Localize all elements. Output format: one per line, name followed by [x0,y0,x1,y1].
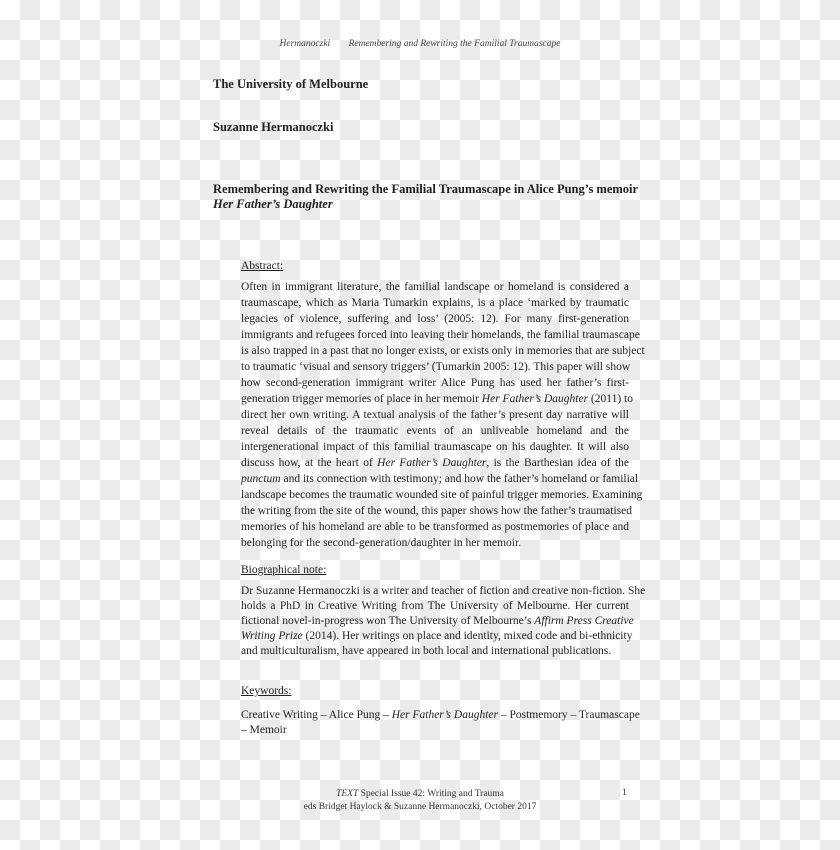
italic-text: Her Father’s Daughter [391,709,498,721]
italic-text: Writing Prize [241,630,303,643]
text-line [241,423,629,439]
text-segment: , is the Barthesian idea of the [486,457,630,469]
author-name: Suzanne Hermanoczki [213,120,334,134]
italic-text: Her Father’s Daughter [377,457,487,469]
running-header [0,39,840,49]
text-segment: direct her own writing. A textual analysis of the father’s present day narrative will [241,409,629,421]
italic-text: Her Father’s Daughter [481,393,589,405]
text-line [241,535,629,551]
keywords-label: Keywords: [241,685,292,697]
text-segment: immigrants and refugees forced into leaving their homelands, the familial traumascape [241,329,640,341]
text-segment: – Postmemory – Traumascape [497,709,640,721]
text-segment: how second-generation immigrant writer Alice Pung has used her father’s first- [241,377,629,389]
text-segment: landscape becomes the traumatic wounded site of painful trigger memories. Examining [241,489,643,501]
text-segment: – Memoir [241,724,287,736]
text-line [241,295,629,311]
text-segment: is also trapped in a past that no longer exists, or exists only in memories that are subject [241,345,645,357]
text-segment: fictional novel-in-progress won The University of Melbourne’s [241,615,535,628]
text-segment: intergenerational impact of this familial traumascape on his daughter. It will also [241,441,629,453]
text-segment: reveal details of the traumatic events of an unliveable homeland and the [241,425,629,437]
text-segment: (2011) to [588,393,633,405]
keywords-body [241,708,640,738]
paper-title-line2: Her Father’s Daughter [213,197,333,211]
text-segment: traumascape, which as Maria Tumarkin explains, is a place ‘marked by traumatic [241,297,629,309]
text-line [241,471,639,487]
abstract-body [241,279,645,551]
text-line [241,503,633,519]
text-segment: memories of his homeland are able to be transformed as postmemories of place and [241,521,629,533]
italic-text: punctum [241,473,281,485]
text-segment: and multiculturalism, have appeared in both local and international publications. [241,645,612,658]
text-line [241,519,629,535]
footer [290,788,550,814]
text-segment: Often in immigrant literature, the familial landscape or homeland is considered a [241,281,629,293]
affiliation: The University of Melbourne [213,77,369,91]
bio-label: Biographical note: [241,564,327,576]
header-title: Remembering and Rewriting the Familial Traumascape [348,39,561,49]
text-line [241,391,633,407]
text-line [241,455,629,471]
footer-journal: TEXT [336,789,359,799]
header-author: Hermanoczki [279,39,331,49]
page-number: 1 [622,788,627,798]
text-segment: Creative Writing – Alice Pung – [241,709,392,721]
paper-title-line1: Remembering and Rewriting the Familial Traumascape in Alice Pung’s memoir [213,182,639,196]
text-segment: belonging for the second-generation/daughter in her memoir. [241,537,522,549]
text-segment: discuss how, at the heart of [241,457,378,469]
text-line [241,599,629,614]
text-segment: generation trigger memories of place in her memoir [241,393,482,405]
text-segment: the writing from the site of the wound, this paper shows how the father’s traumatised [241,505,633,517]
bio-body [241,584,646,659]
text-line [241,614,634,629]
text-line [241,708,640,723]
footer-editors: eds Bridget Haylock & Suzanne Hermanoczki, October 2017 [303,802,537,812]
text-line [241,311,629,327]
text-line [241,359,629,375]
text-line [241,375,629,391]
text-line [241,327,640,343]
text-line [241,644,629,659]
text-line [241,343,645,359]
text-line [241,584,646,599]
abstract-label: Abstract: [241,260,284,272]
text-line [241,723,629,738]
text-line [241,629,633,644]
footer-issue: Special Issue 42: Writing and Trauma [358,789,504,799]
text-segment: Dr Suzanne Hermanoczki is a writer and teacher of fiction and creative non-fiction. She [241,585,646,597]
italic-text: Affirm Press Creative [534,615,634,628]
text-segment: and its connection with testimony; and how the father’s homeland or familial [280,473,639,485]
text-line [241,407,629,423]
text-segment: to traumatic ‘visual and sensory triggers’ (Tumarkin 2005: 12). This paper will show [241,361,631,373]
text-segment: holds a PhD in Creative Writing from The University of Melbourne. Her current [241,600,629,613]
text-segment: (2014). Her writings on place and identity, mixed code and bi-ethnicity [302,630,633,643]
text-line [241,279,629,295]
text-line [241,439,629,455]
paper-title [213,182,639,212]
text-line [241,487,643,503]
text-segment: legacies of violence, suffering and loss’ (2005: 12). For many first-generation [241,313,629,325]
